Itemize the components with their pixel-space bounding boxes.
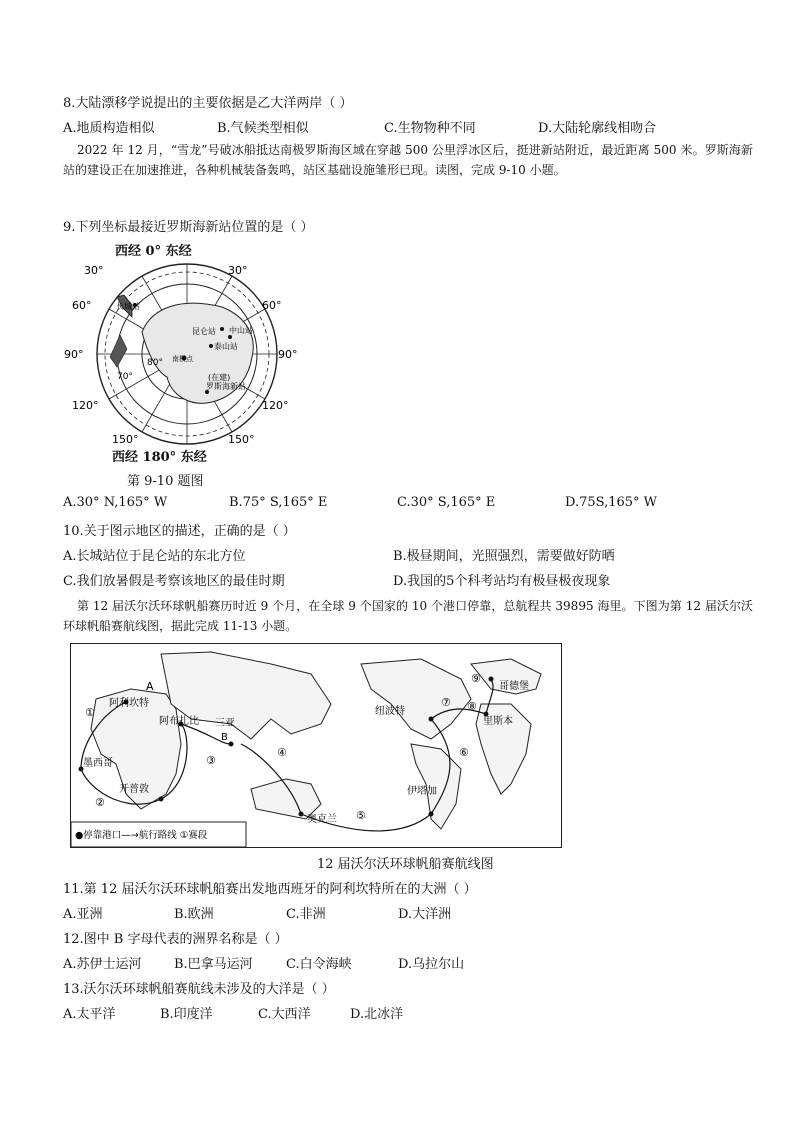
map-station-zhongshan: 中山站 [229, 326, 253, 335]
q9-stem: 9.下列坐标最接近罗斯海新站位置的是（ ） [63, 220, 314, 235]
q10-stem: 10.关于图示地区的描述，正确的是（ ） [63, 524, 296, 539]
route-letter-b: B [221, 732, 228, 743]
q10-option-b: B.极昼期间，光照强烈，需要做好防晒 [393, 549, 615, 564]
port-gothenburg: 哥德堡 [499, 681, 529, 692]
map-lon-east-90: 90° [278, 348, 298, 361]
volvo-route-map [70, 643, 562, 848]
port-auckland: 奥克兰 [307, 814, 337, 825]
port-lisbon: 里斯本 [483, 716, 513, 727]
q11-option-a: A.亚洲 [63, 907, 103, 922]
q9-option-d: D.75S,165° W [565, 495, 658, 510]
q12-option-b: B.巴拿马运河 [174, 957, 253, 972]
q10-option-a: A.长城站位于昆仑站的东北方位 [63, 549, 246, 564]
q8-option-c: C.生物物种不同 [384, 121, 476, 136]
q13-option-b: B.印度洋 [160, 1007, 213, 1022]
map-lon-west-30: 30° [84, 264, 104, 277]
q11-option-d: D.大洋洲 [398, 907, 452, 922]
q9-option-b: B.75° S,165° E [229, 495, 328, 510]
q10-option-d: D.我国的5个科考站均有极昼极夜现象 [393, 574, 611, 589]
map-lon-west-120: 120° [72, 399, 99, 412]
q12-option-a: A.苏伊士运河 [63, 957, 142, 972]
polar-map-caption: 第 9-10 题图 [127, 474, 204, 489]
map-station-great-wall: 长城站 [116, 302, 140, 311]
q9-option-c: C.30° S,165° E [397, 495, 496, 510]
q11-option-b: B.欧洲 [174, 907, 214, 922]
q12-option-c: C.白令海峡 [286, 957, 352, 972]
antarctic-polar-map [64, 237, 302, 467]
port-cape-town: 开普敦 [119, 784, 149, 795]
leg-6: ⑥ [459, 746, 469, 759]
q10-option-c: C.我们放暑假是考察该地区的最佳时期 [63, 574, 285, 589]
q13-option-a: A.太平洋 [63, 1007, 116, 1022]
q12-option-d: D.乌拉尔山 [398, 957, 465, 972]
map-lon-west-60: 60° [72, 299, 92, 312]
route-letter-a: A [146, 680, 154, 693]
map-station-under-construction: (在建) [208, 373, 231, 382]
q13-stem: 13.沃尔沃环球帆船赛航线未涉及的大洋是（ ） [63, 982, 335, 997]
map-lon-east-60: 60° [262, 299, 282, 312]
port-itajai: 伊塔加 [407, 786, 437, 797]
map-south-pole: 南极点 [172, 355, 193, 363]
route-legend: ●停靠港口—→航行路线 ①赛段 [75, 830, 208, 841]
leg-1: ① [85, 706, 95, 719]
leg-2: ② [95, 796, 105, 809]
route-map-caption: 12 届沃尔沃环球帆船赛航线图 [317, 857, 494, 872]
leg-3: ③ [206, 754, 216, 767]
port-newport: 纽波特 [375, 706, 405, 717]
map-lat-80: 80° [147, 358, 163, 368]
leg-4: ④ [277, 746, 287, 759]
map-lon-west-90: 90° [64, 348, 84, 361]
map-lon-east-30: 30° [228, 264, 248, 277]
map-lon-east-120: 120° [262, 399, 289, 412]
map-top-label: 西经 0° 东经 [115, 244, 192, 259]
map-station-taishan: 泰山站 [214, 342, 238, 351]
map-lon-east-150: 150° [228, 433, 255, 446]
q11-option-c: C.非洲 [286, 907, 326, 922]
port-alicante: 阿利坎特 [109, 698, 149, 709]
leg-5: ⑤ [356, 809, 366, 822]
q8-option-b: B.气候类型相似 [217, 121, 309, 136]
map-station-kunlun: 昆仑站 [192, 327, 216, 336]
passage-rossi-sea: 2022 年 12 月，“雪龙”号破冰船抵达南极罗斯海区域在穿越 500 公里浮冰区后，挺进新站附近，最近距离 500 米。罗斯海新站的建设正在加速推进，各种机械装备轰鸣，站区基础设施雏形已现。读图，完成 9-10 小题。 [63, 143, 753, 177]
leg-7: ⑦ [441, 696, 451, 709]
map-lat-70: 70° [117, 372, 133, 382]
q13-option-d: D.北冰洋 [350, 1007, 404, 1022]
q9-option-a: A.30° N,165° W [63, 495, 168, 510]
leg-8: ⑧ [467, 700, 477, 713]
q13-option-c: C.大西洋 [258, 1007, 311, 1022]
q8-option-a: A.地质构造相似 [63, 121, 155, 136]
q8-option-d: D.大陆轮廓线相吻合 [538, 121, 657, 136]
leg-9: ⑨ [471, 672, 481, 685]
map-lon-west-150: 150° [112, 433, 139, 446]
q11-stem: 11.第 12 届沃尔沃环球帆船赛出发地西班牙的阿利坎特所在的大洲（ ） [63, 882, 477, 897]
port-mexico: 墨西哥 [83, 758, 113, 769]
q12-stem: 12.图中 B 字母代表的洲界名称是（ ） [63, 932, 288, 947]
port-sanya: 三亚 [215, 718, 235, 729]
map-bottom-label: 西经 180° 东经 [112, 450, 207, 465]
port-abu-dhabi: 阿布扎比 [159, 716, 199, 727]
map-station-ross-sea: 罗斯海新站 [206, 382, 246, 391]
passage-volvo-race: 第 12 届沃尔沃环球帆船赛历时近 9 个月，在全球 9 个国家的 10 个港口停靠，总航程共 39895 海里。下图为第 12 届沃尔沃环球帆船赛航线图，据此完成 11-13 小题。 [63, 599, 753, 633]
q8-stem: 8.大陆漂移学说提出的主要依据是乙大洋两岸（ ） [63, 96, 353, 111]
